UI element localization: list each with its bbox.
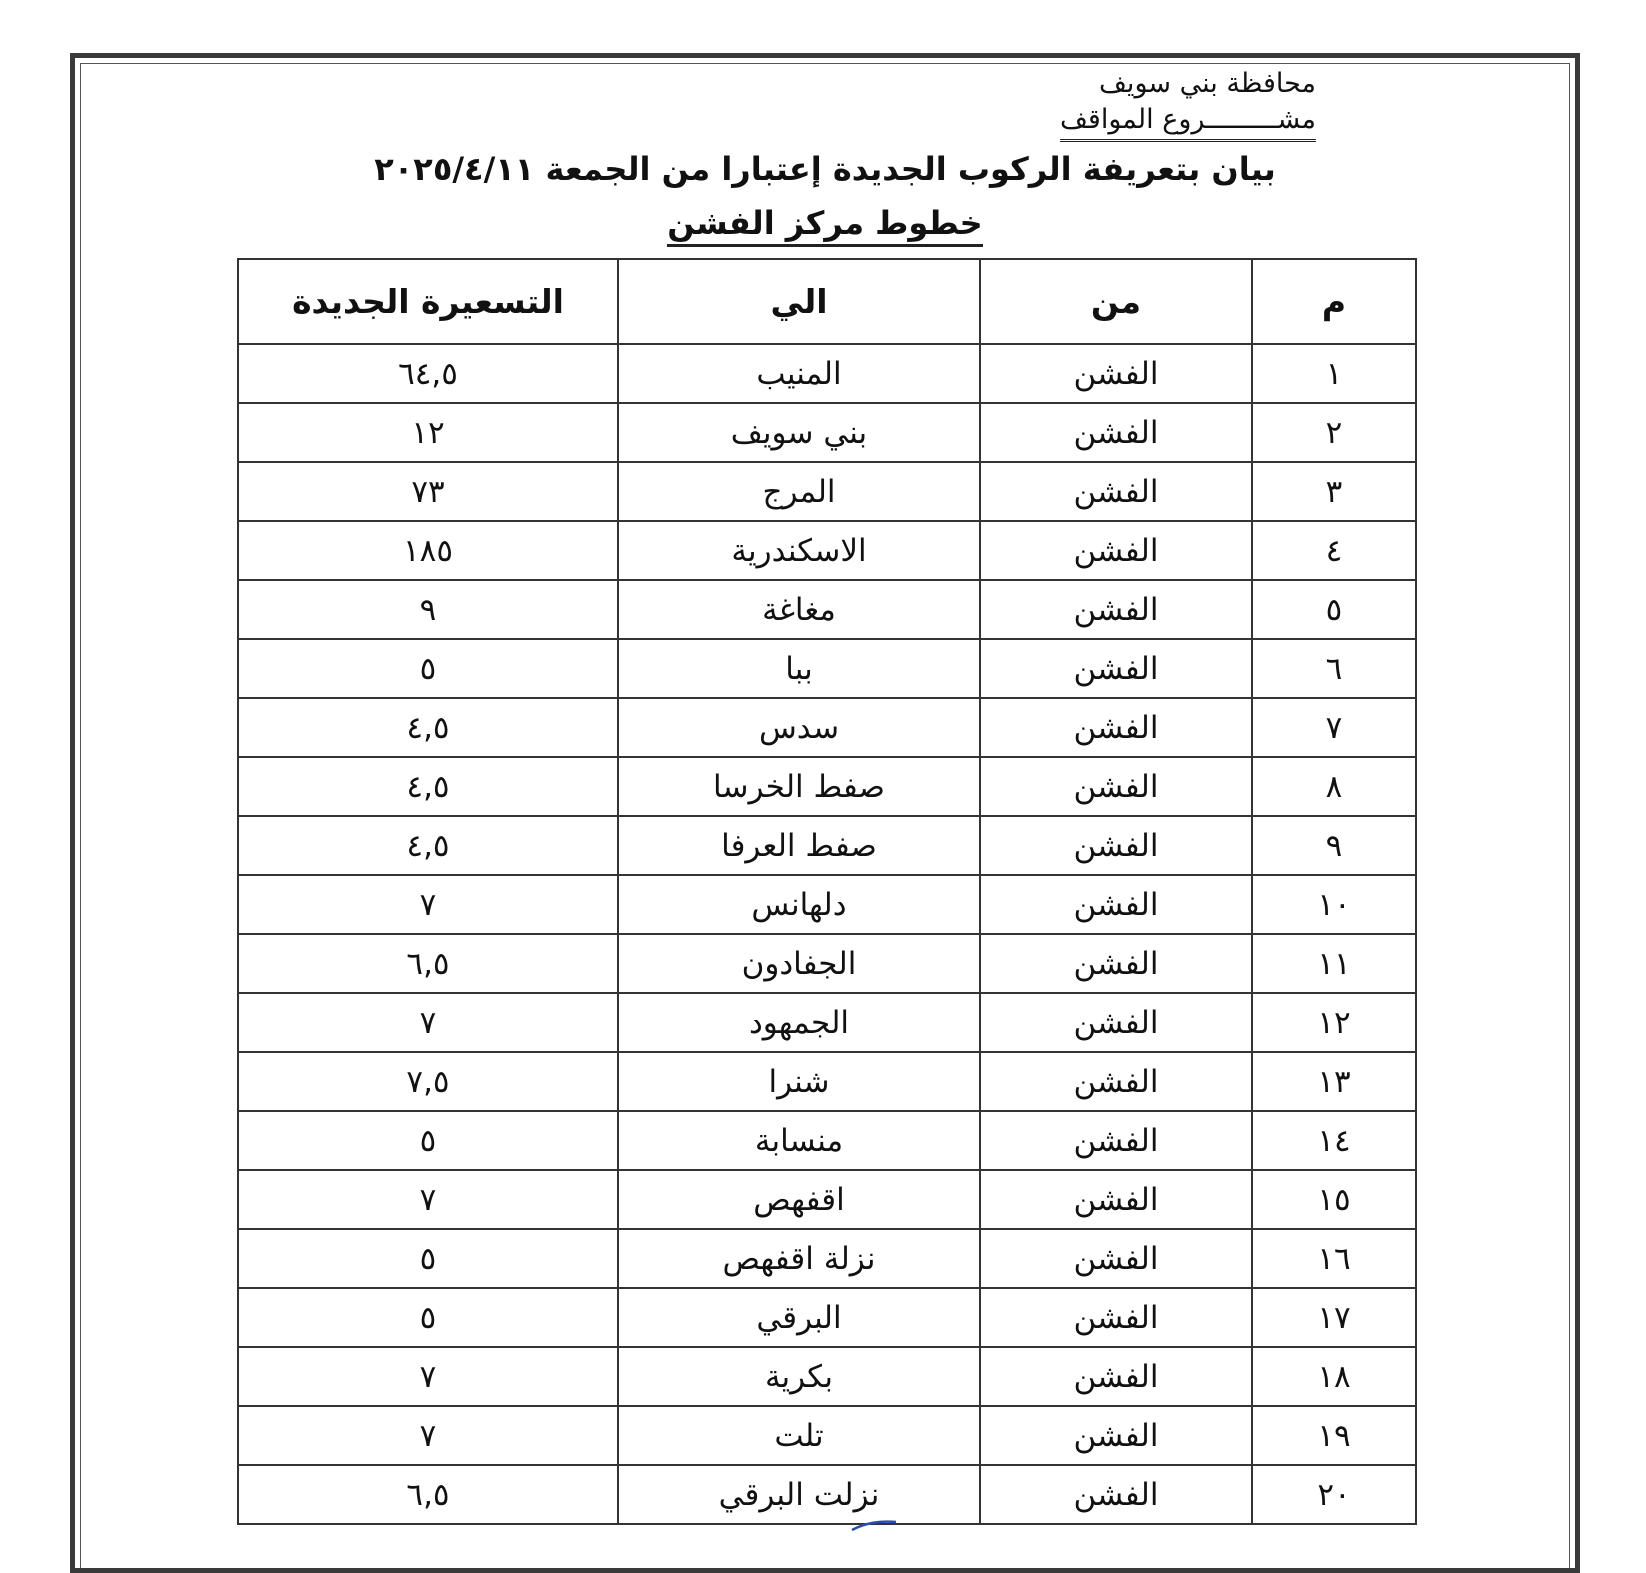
governorate-name: محافظة بني سويف [1098,68,1316,99]
header-price: التسعيرة الجديدة [238,259,618,344]
row-price: ١٢ [238,403,618,462]
row-from: الفشن [980,521,1252,580]
row-number: ١٤ [1252,1111,1416,1170]
row-price: ٥ [238,1288,618,1347]
row-to: الجفادون [618,934,980,993]
row-to: المرج [618,462,980,521]
fare-table [237,258,1417,1525]
document-subtitle-text: خطوط مركز الفشن [667,204,982,247]
row-from: الفشن [980,1111,1252,1170]
row-from: الفشن [980,934,1252,993]
row-to: اقفهص [618,1170,980,1229]
table-row [238,344,1416,403]
table-row [238,521,1416,580]
row-from: الفشن [980,757,1252,816]
row-to: دلهانس [618,875,980,934]
row-from: الفشن [980,1347,1252,1406]
row-from: الفشن [980,403,1252,462]
row-number: ٧ [1252,698,1416,757]
table-body [238,344,1416,1524]
row-number: ١٧ [1252,1288,1416,1347]
row-number: ١٣ [1252,1052,1416,1111]
row-number: ٥ [1252,580,1416,639]
table-row [238,698,1416,757]
row-number: ٢ [1252,403,1416,462]
row-price: ٤,٥ [238,816,618,875]
row-number: ١ [1252,344,1416,403]
header-from: من [980,259,1252,344]
row-number: ١٠ [1252,875,1416,934]
row-to: منسابة [618,1111,980,1170]
row-number: ١٦ [1252,1229,1416,1288]
table-row [238,934,1416,993]
row-number: ٣ [1252,462,1416,521]
row-to: ببا [618,639,980,698]
row-from: الفشن [980,1229,1252,1288]
row-price: ٦,٥ [238,934,618,993]
table-row [238,875,1416,934]
row-from: الفشن [980,462,1252,521]
table-row [238,993,1416,1052]
table-row [238,1406,1416,1465]
row-from: الفشن [980,698,1252,757]
row-to: مغاغة [618,580,980,639]
row-to: صفط العرفا [618,816,980,875]
row-price: ٥ [238,639,618,698]
table-row [238,1229,1416,1288]
row-price: ٦٤,٥ [238,344,618,403]
table-row [238,639,1416,698]
table-row [238,1052,1416,1111]
row-price: ٤,٥ [238,698,618,757]
row-from: الفشن [980,639,1252,698]
row-price: ٧٣ [238,462,618,521]
table-row [238,580,1416,639]
table-header-row [238,259,1416,344]
row-to: نزلت البرقي [618,1465,980,1524]
row-price: ٧ [238,875,618,934]
row-to: سدس [618,698,980,757]
row-to: الجمهود [618,993,980,1052]
table-row [238,1347,1416,1406]
document-title: بيان بتعريفة الركوب الجديدة إعتبارا من الجمعة ٢٠٢٥/٤/١١ [374,150,1276,188]
table-row [238,757,1416,816]
row-from: الفشن [980,875,1252,934]
row-to: شنرا [618,1052,980,1111]
row-number: ٢٠ [1252,1465,1416,1524]
table-row [238,462,1416,521]
row-number: ١٥ [1252,1170,1416,1229]
row-number: ١١ [1252,934,1416,993]
letterhead [1060,66,1316,142]
row-from: الفشن [980,1288,1252,1347]
row-from: الفشن [980,1406,1252,1465]
document-subtitle [600,200,1050,246]
row-from: الفشن [980,993,1252,1052]
row-to: بكرية [618,1347,980,1406]
row-price: ٥ [238,1111,618,1170]
row-to: نزلة اقفهص [618,1229,980,1288]
table-row [238,1288,1416,1347]
row-price: ٦,٥ [238,1465,618,1524]
row-to: البرقي [618,1288,980,1347]
table-row [238,816,1416,875]
row-from: الفشن [980,1052,1252,1111]
table-row [238,1111,1416,1170]
row-to: بني سويف [618,403,980,462]
table-row [238,1170,1416,1229]
row-price: ٧ [238,1170,618,1229]
row-price: ٥ [238,1229,618,1288]
row-from: الفشن [980,344,1252,403]
row-number: ١٨ [1252,1347,1416,1406]
row-to: صفط الخرسا [618,757,980,816]
row-from: الفشن [980,580,1252,639]
table-row [238,1465,1416,1524]
row-price: ٧ [238,1347,618,1406]
row-price: ٤,٥ [238,757,618,816]
row-number: ١٩ [1252,1406,1416,1465]
header-to: الي [618,259,980,344]
row-price: ١٨٥ [238,521,618,580]
row-price: ٩ [238,580,618,639]
row-price: ٧ [238,993,618,1052]
row-number: ١٢ [1252,993,1416,1052]
row-from: الفشن [980,816,1252,875]
row-to: تلت [618,1406,980,1465]
table-row [238,403,1416,462]
row-price: ٧ [238,1406,618,1465]
project-name: مشـــــــــروع المواقف [1060,102,1316,142]
row-price: ٧,٥ [238,1052,618,1111]
row-to: المنيب [618,344,980,403]
row-number: ٨ [1252,757,1416,816]
header-num: م [1252,259,1416,344]
row-number: ٩ [1252,816,1416,875]
row-number: ٤ [1252,521,1416,580]
row-number: ٦ [1252,639,1416,698]
row-to: الاسكندرية [618,521,980,580]
row-from: الفشن [980,1465,1252,1524]
pen-stroke-mark [850,1518,900,1532]
row-from: الفشن [980,1170,1252,1229]
